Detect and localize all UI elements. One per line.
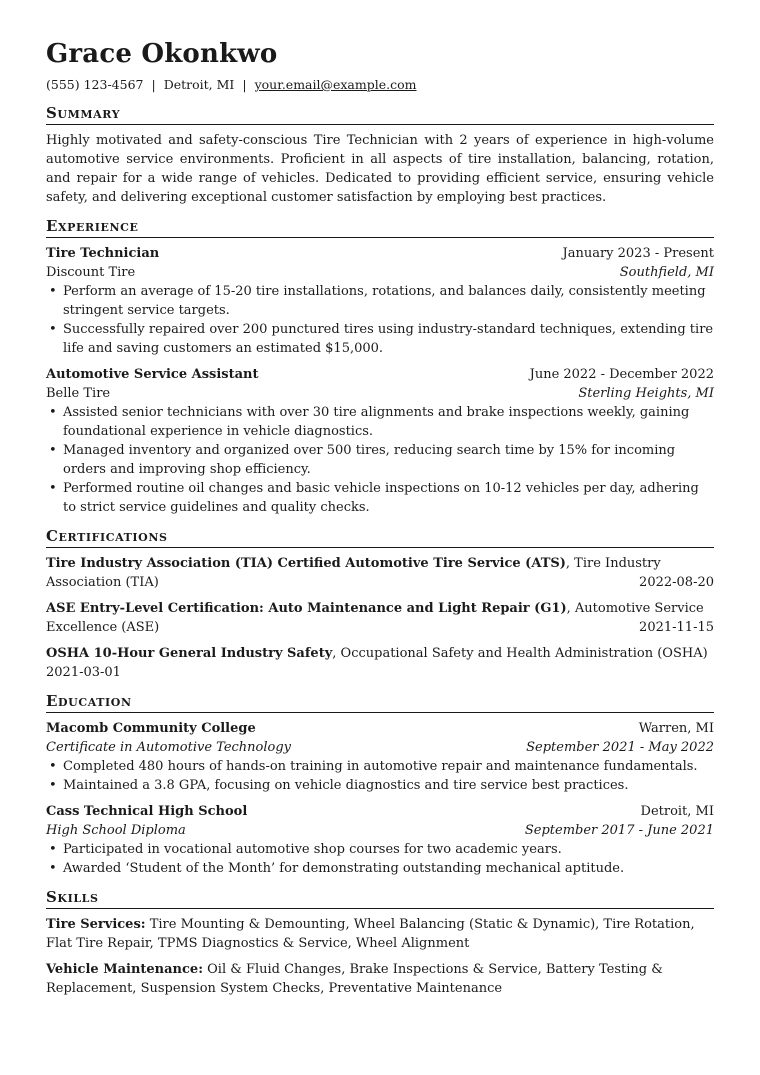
skill-label: Vehicle Maintenance: (46, 962, 203, 977)
job-entry (46, 365, 714, 517)
skill-group (46, 915, 714, 953)
job-dates: June 2022 - December 2022 (529, 367, 714, 382)
summary-text: Highly motivated and safety-conscious Tire Technician with 2 years of experience in high-volume automotive service environments. Proficient in all aspects of tire installation, balancing, rotation, and repair for a wide range of vehicles. Dedicated to providing efficient service, ensuring vehicle safety, and delivering exceptional customer satisfaction by employing best practices. (46, 133, 714, 205)
job-header (46, 365, 714, 384)
cert-issuer: , Tire Industry Association (TIA) (46, 556, 661, 590)
education-bullets (46, 840, 714, 878)
section-title-skills: Skills (46, 887, 714, 909)
list-item: • Performed routine oil changes and basic vehicle inspections on 10-12 vehicles per day, adhering to strict service guidelines and quality checks. (46, 479, 714, 517)
education-subheader (46, 821, 714, 840)
job-bullets (46, 403, 714, 517)
education-header (46, 719, 714, 738)
cert-issuer: , Automotive Service Excellence (ASE) (46, 601, 704, 635)
job-location: Southfield, MI (619, 265, 714, 280)
school-name: Cass Technical High School (46, 804, 248, 819)
skill-group (46, 960, 714, 998)
education-section (46, 691, 714, 878)
degree: Certificate in Automotive Technology (46, 740, 292, 755)
education-bullets (46, 757, 714, 795)
job-company: Discount Tire (46, 265, 136, 280)
list-item: • Participated in vocational automotive shop courses for two academic years. (46, 840, 714, 859)
education-entry (46, 802, 714, 878)
section-title-summary: Summary (46, 103, 714, 125)
job-entry (46, 244, 714, 358)
location: Detroit, MI (163, 77, 235, 92)
skill-list: Tire Mounting & Demounting, Wheel Balancing (Static & Dynamic), Tire Rotation, Flat Tire Repair, TPMS Diagnostics & Service, Wheel Alignment (46, 917, 695, 951)
education-subheader (46, 738, 714, 757)
summary-section (46, 103, 714, 207)
job-dates: January 2023 - Present (562, 246, 714, 261)
skill-label: Tire Services: (46, 917, 146, 932)
job-bullets (46, 282, 714, 358)
job-subheader (46, 384, 714, 403)
certifications-section (46, 526, 714, 682)
list-item: • Successfully repaired over 200 punctured tires using industry-standard techniques, extending tire life and saving customers an estimated $15,000. (46, 320, 714, 358)
education-entry (46, 719, 714, 795)
education-dates: September 2017 - June 2021 (524, 823, 714, 838)
cert-date: 2022-08-20 (639, 575, 714, 590)
cert-name: Tire Industry Association (TIA) Certified Automotive Tire Service (ATS) (46, 556, 566, 571)
candidate-name: Grace Okonkwo (46, 39, 278, 69)
email-link[interactable]: your.email@example.com (254, 77, 417, 92)
degree: High School Diploma (46, 823, 186, 838)
section-title-education: Education (46, 691, 714, 713)
list-item: • Maintained a 3.8 GPA, focusing on vehicle diagnostics and tire service best practices. (46, 776, 714, 795)
cert-date: 2021-03-01 (46, 665, 121, 680)
list-item: • Assisted senior technicians with over 30 tire alignments and brake inspections weekly, gaining foundational experience in vehicle diagnostics. (46, 403, 714, 441)
contact-line (46, 76, 714, 94)
certification-entry (46, 554, 714, 592)
school-location: Warren, MI (638, 721, 714, 736)
list-item: • Awarded ‘Student of the Month’ for demonstrating outstanding mechanical aptitude. (46, 859, 714, 878)
cert-issuer: , Occupational Safety and Health Administration (OSHA) (332, 646, 708, 661)
job-role: Tire Technician (46, 246, 160, 261)
cert-name: OSHA 10-Hour General Industry Safety (46, 646, 333, 661)
experience-section (46, 216, 714, 517)
section-title-certifications: Certifications (46, 526, 714, 548)
separator: | (151, 77, 156, 92)
list-item: • Managed inventory and organized over 500 tires, reducing search time by 15% for incoming orders and improving shop efficiency. (46, 441, 714, 479)
job-company: Belle Tire (46, 386, 111, 401)
cert-name: ASE Entry-Level Certification: Auto Maintenance and Light Repair (G1) (46, 601, 567, 616)
job-role: Automotive Service Assistant (46, 367, 259, 382)
job-header (46, 244, 714, 263)
cert-date: 2021-11-15 (639, 620, 714, 635)
education-dates: September 2021 - May 2022 (526, 740, 714, 755)
list-item: • Completed 480 hours of hands-on training in automotive repair and maintenance fundamentals. (46, 757, 714, 776)
job-location: Sterling Heights, MI (578, 386, 714, 401)
skill-list: Oil & Fluid Changes, Brake Inspections & Service, Battery Testing & Replacement, Suspension System Checks, Preventative Maintenance (46, 962, 663, 996)
education-header (46, 802, 714, 821)
certification-entry (46, 599, 714, 637)
certification-entry (46, 644, 714, 682)
school-name: Macomb Community College (46, 721, 256, 736)
phone: (555) 123-4567 (46, 77, 144, 92)
school-location: Detroit, MI (640, 804, 714, 819)
list-item: • Perform an average of 15-20 tire installations, rotations, and balances daily, consistently meeting stringent service targets. (46, 282, 714, 320)
job-subheader (46, 263, 714, 282)
separator: | (242, 77, 247, 92)
skills-section (46, 887, 714, 998)
section-title-experience: Experience (46, 216, 714, 238)
